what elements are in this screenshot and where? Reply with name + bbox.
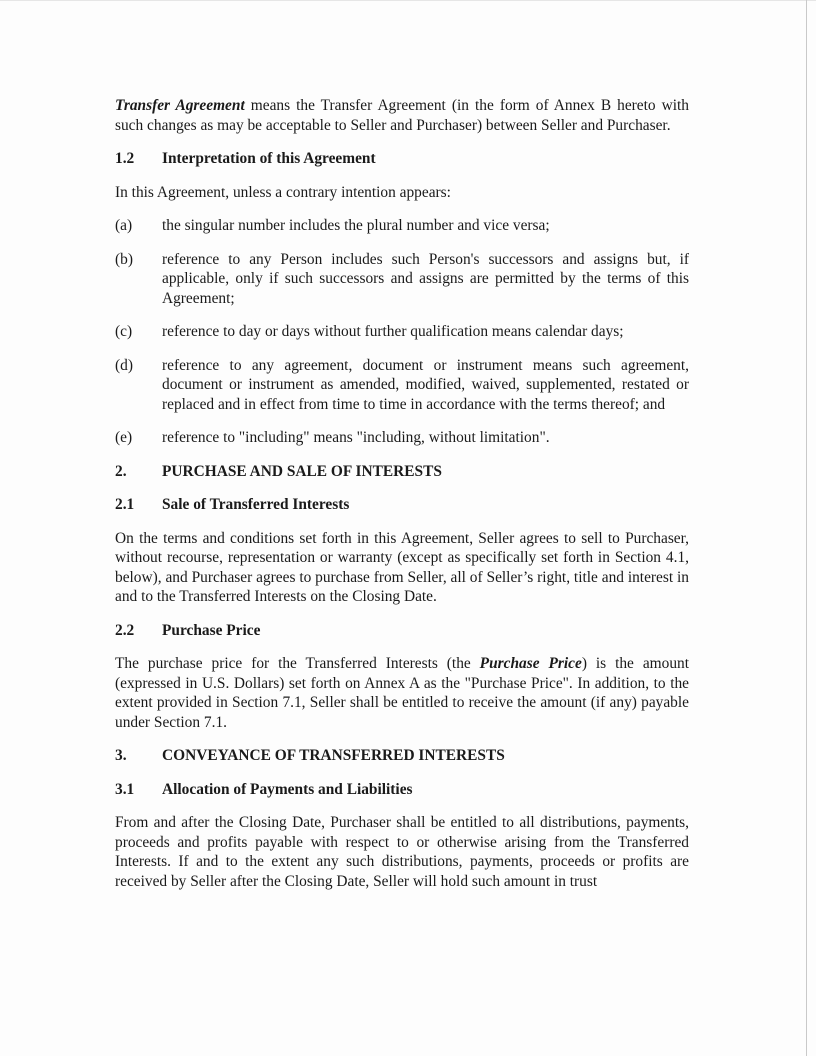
list-item-text: reference to day or days without further qualification means calendar days; bbox=[162, 323, 624, 340]
price-text-after: ) is the amount (expressed in U.S. Dollars) set forth on Annex A as the "Purchase Price". In addition, to the extent provided in Section 7.1, Seller shall be entitled to receive the amount (if any) payable under Section 7.1. bbox=[115, 655, 689, 731]
document-body bbox=[115, 96, 689, 905]
interpretation-intro: In this Agreement, unless a contrary intention appears: bbox=[115, 183, 451, 201]
section-number: 2.1 bbox=[115, 496, 135, 513]
section-heading-2 bbox=[115, 462, 689, 482]
section-title: Sale of Transferred Interests bbox=[162, 496, 350, 513]
section-heading-1-2 bbox=[115, 149, 689, 169]
section-number: 2.2 bbox=[115, 621, 135, 639]
section-number: 3.1 bbox=[115, 780, 135, 798]
sale-paragraph: On the terms and conditions set forth in this Agreement, Seller agrees to sell to Purchaser, without recourse, representation or warranty (except as specifically set forth in Section 4.1, below), and Purchaser agrees to purchase from Seller, all of Seller’s right, title and interest in and to the Transferred Interests on the Closing Date. bbox=[115, 529, 689, 605]
list-item bbox=[115, 322, 689, 342]
page-right-edge bbox=[806, 0, 807, 1056]
list-item bbox=[115, 250, 689, 309]
list-item bbox=[115, 356, 689, 415]
section-number: 1.2 bbox=[115, 150, 135, 167]
list-item-label: (c) bbox=[115, 323, 133, 340]
list-item-text: reference to "including" means "including, without limitation". bbox=[162, 429, 550, 446]
transfer-agreement-definition bbox=[115, 96, 689, 135]
list-item bbox=[115, 216, 689, 236]
list-item-label: (d) bbox=[115, 356, 133, 374]
price-text-before: The purchase price for the Transferred Interests (the bbox=[115, 655, 480, 672]
list-item bbox=[115, 428, 689, 448]
list-item-label: (b) bbox=[115, 250, 133, 268]
defined-term: Purchase Price bbox=[479, 655, 582, 672]
section-title: Purchase Price bbox=[162, 621, 261, 639]
section-title: PURCHASE AND SALE OF INTERESTS bbox=[162, 462, 442, 480]
section-title: Allocation of Payments and Liabilities bbox=[162, 780, 413, 798]
allocation-paragraph: From and after the Closing Date, Purchaser shall be entitled to all distributions, payments, proceeds and profits payable with respect to or otherwise arising from the Transferred Interests. If and to the extent any such distributions, payments, proceeds or profits are received by Seller after the Closing Date, Seller will hold such amount in trust bbox=[115, 814, 689, 890]
list-item-label: (a) bbox=[115, 217, 133, 234]
list-item-text: reference to any Person includes such Person's successors and assigns but, if applicable, only if such successors and assigns are permitted by the terms of this Agreement; bbox=[162, 250, 689, 307]
section-heading-3-1 bbox=[115, 780, 689, 800]
section-heading-3 bbox=[115, 746, 689, 766]
purchase-price-paragraph bbox=[115, 654, 689, 732]
section-heading-2-1 bbox=[115, 495, 689, 515]
section-title: Interpretation of this Agreement bbox=[162, 150, 376, 167]
list-item-text: the singular number includes the plural number and vice versa; bbox=[162, 217, 550, 234]
list-item-label: (e) bbox=[115, 429, 133, 446]
page-top-edge bbox=[0, 0, 816, 1]
section-number: 3. bbox=[115, 747, 127, 764]
section-heading-2-2 bbox=[115, 621, 689, 641]
defined-term: Transfer Agreement bbox=[115, 97, 245, 114]
list-item-text: reference to any agreement, document or instrument means such agreement, document or instrument as amended, modified, waived, supplemented, restated or replaced and in effect from time to time in accordance with the terms thereof; and bbox=[162, 356, 689, 413]
section-title: CONVEYANCE OF TRANSFERRED INTERESTS bbox=[162, 747, 505, 764]
section-number: 2. bbox=[115, 462, 127, 480]
definition-text: means the Transfer Agreement (in the form of Annex B hereto with such changes as may be acceptable to Seller and Purchaser) between Seller and Purchaser. bbox=[115, 97, 689, 134]
